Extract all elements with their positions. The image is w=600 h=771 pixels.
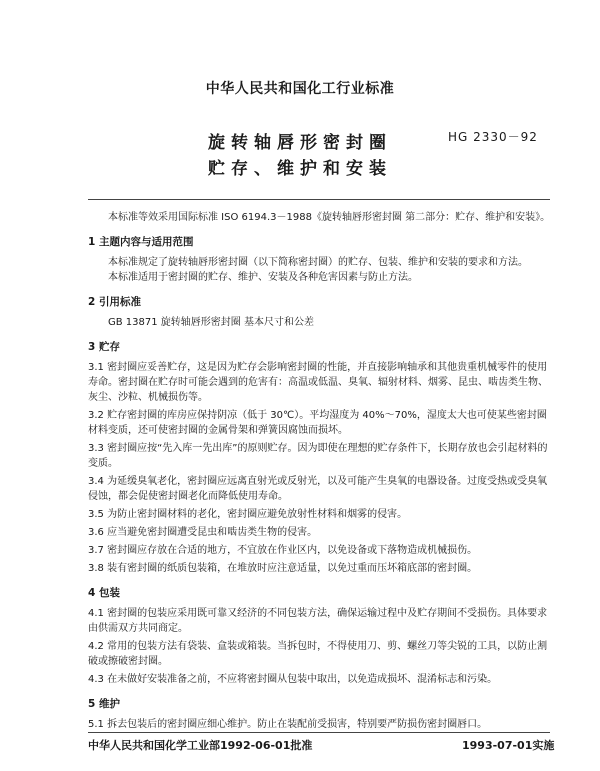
section-3-heading: 3 贮存 bbox=[88, 341, 120, 353]
clause-4-3: 4.3 在未做好安装准备之前，不应将密封圈从包装中取出，以免造成损坏、混淆标志和污染。 bbox=[88, 674, 498, 685]
intro-paragraph: 本标准等效采用国际标准 ISO 6194.3－1988《旋转轴唇形密封圈 第二部分：贮存、维护和安装》。 bbox=[108, 212, 551, 223]
standard-code: HG 2330－92 bbox=[448, 130, 538, 144]
document-body bbox=[88, 210, 556, 732]
top-divider bbox=[88, 199, 550, 200]
section-2-reference: GB 13871 旋转轴唇形密封圈 基本尺寸和公差 bbox=[108, 317, 314, 328]
clause-5-1: 5.1 拆去包装后的密封圈应细心维护。防止在装配前受损害，特别要严防损伤密封圈唇口。 bbox=[88, 719, 488, 730]
clause-3-5: 3.5 为防止密封圈材料的老化，密封圈应避免放射性材料和烟雾的侵害。 bbox=[88, 509, 408, 520]
section-4-heading: 4 包装 bbox=[88, 587, 120, 599]
section-1-paragraph-1: 本标准规定了旋转轴唇形密封圈（以下简称密封圈）的贮存、包装、维护和安装的要求和方法。 bbox=[108, 257, 528, 268]
clause-3-1: 3.1 密封圈应妥善贮存，这是因为贮存会影响密封圈的性能，并直接影响轴承和其他贵重机械零件的使用寿命。密封圈在贮存时可能会遇到的危害有：高温或低温、臭氧、辐射材料、烟雾、昆虫、啮齿类生物、灰尘、沙粒、机械损伤等。 bbox=[88, 362, 548, 403]
section-5-heading: 5 维护 bbox=[88, 698, 120, 710]
clause-4-2: 4.2 常用的包装方法有袋装、盒装或箱装。当拆包时，不得使用刀、剪、螺丝刀等尖锐的工具，以防止割破或擦破密封圈。 bbox=[88, 641, 548, 667]
doc-title-line1: 旋转轴唇形密封圈 bbox=[208, 133, 392, 153]
clause-3-3: 3.3 密封圈应按“先入库一先出库”的原则贮存。因为即使在理想的贮存条件下，长期存放也会引起材料的变质。 bbox=[88, 443, 548, 469]
footer-issuer: 中华人民共和国化学工业部1992-06-01批准 bbox=[88, 739, 313, 752]
footer-divider bbox=[88, 732, 550, 733]
clause-3-4: 3.4 为延缓臭氧老化，密封圈应远离直射光或反射光，以及可能产生臭氧的电器设备。过度受热或受臭氧侵蚀，都会促使密封圈老化而降低使用寿命。 bbox=[88, 476, 548, 502]
clause-3-7: 3.7 密封圈应存放在合适的地方，不宜放在作业区内，以免设备或下落物造成机械损伤。 bbox=[88, 545, 478, 556]
footer-effective-date: 1993-07-01实施 bbox=[462, 739, 555, 752]
clause-3-8: 3.8 装有密封圈的纸质包装箱，在堆放时应注意适量，以免过重而压坏箱底部的密封圈。 bbox=[88, 563, 478, 574]
section-1-heading: 1 主题内容与适用范围 bbox=[88, 236, 194, 248]
org-title: 中华人民共和国化工行业标准 bbox=[205, 81, 395, 97]
doc-title-line2: 贮存、维护和安装 bbox=[208, 159, 392, 179]
clause-4-1: 4.1 密封圈的包装应采用既可靠又经济的不同包装方法，确保运输过程中及贮存期间不受损伤。具体要求由供需双方共同商定。 bbox=[88, 608, 548, 634]
section-2-heading: 2 引用标准 bbox=[88, 296, 141, 308]
section-1-paragraph-2: 本标准适用于密封圈的贮存、维护、安装及各种危害因素与防止方法。 bbox=[108, 272, 418, 283]
clause-3-6: 3.6 应当避免密封圈遭受昆虫和啮齿类生物的侵害。 bbox=[88, 527, 318, 538]
clause-3-2: 3.2 贮存密封圈的库房应保持阴凉（低于 30℃）。平均湿度为 40%～70%，湿度太大也可使某些密封圈材料变质，还可使密封圈的金属骨架和弹簧因腐蚀而损坏。 bbox=[88, 410, 547, 436]
